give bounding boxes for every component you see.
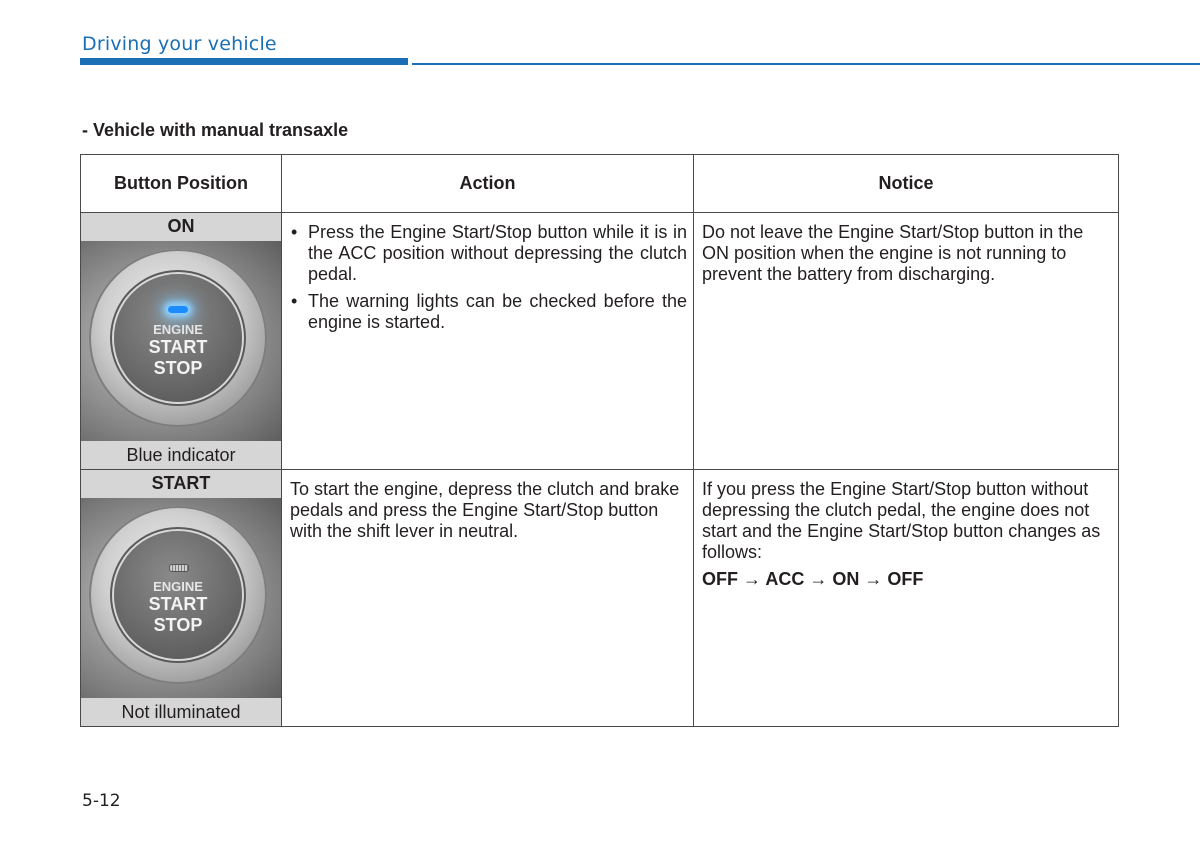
section-title: Driving your vehicle [82,33,277,55]
position-label: ON [81,213,281,241]
button-position-table [80,154,1119,727]
state-sequence: OFF → ACC → ON → OFF [702,569,924,589]
action-bullet: • The warning lights can be checked before the engine is started. [290,291,687,333]
page-number: 5-12 [82,791,121,811]
unlit-led-icon [169,564,189,572]
engine-button-image [81,241,281,441]
header-rule-thick [80,58,408,65]
header-button-position: Button Position [81,155,282,213]
table-row [81,213,1119,470]
button-text-start: START [148,594,208,614]
engine-button-image [81,498,281,698]
notice-cell-on [694,213,1119,470]
action-bullet-list [290,222,687,333]
action-bullet: • Press the Engine Start/Stop button while it is in the ACC position without depressing the clutch pedal. [290,222,687,285]
button-text-stop: STOP [153,615,203,635]
header-rule-thin [412,63,1200,65]
button-text-start: START [148,337,208,357]
position-caption: Not illuminated [81,698,281,726]
table-row [81,470,1119,727]
action-cell-start [282,470,694,727]
position-cell-start [81,470,282,727]
button-text-stop: STOP [153,358,203,378]
engine-start-stop-button-icon [114,274,242,402]
position-cell-on [81,213,282,470]
button-text-engine: ENGINE [153,579,203,594]
engine-start-stop-button-icon [114,531,242,659]
blue-led-icon [168,306,188,313]
action-cell-on [282,213,694,470]
notice-text: If you press the Engine Start/Stop button without depressing the clutch pedal, the engine does not start and the Engine Start/Stop button changes as follows: [702,479,1101,562]
action-text: To start the engine, depress the clutch and brake pedals and press the Engine Start/Stop button with the shift lever in neutral. [290,479,680,541]
position-label: START [81,470,281,498]
notice-text: Do not leave the Engine Start/Stop button in the ON position when the engine is not running to prevent the battery from discharging. [702,222,1084,284]
subheading: - Vehicle with manual transaxle [82,120,349,140]
button-bezel [89,249,267,427]
header-action: Action [282,155,694,213]
notice-cell-start [694,470,1119,727]
button-bezel [89,506,267,684]
button-text-engine: ENGINE [153,322,203,337]
table-header-row [81,155,1119,213]
header-notice: Notice [694,155,1119,213]
position-caption: Blue indicator [81,441,281,469]
